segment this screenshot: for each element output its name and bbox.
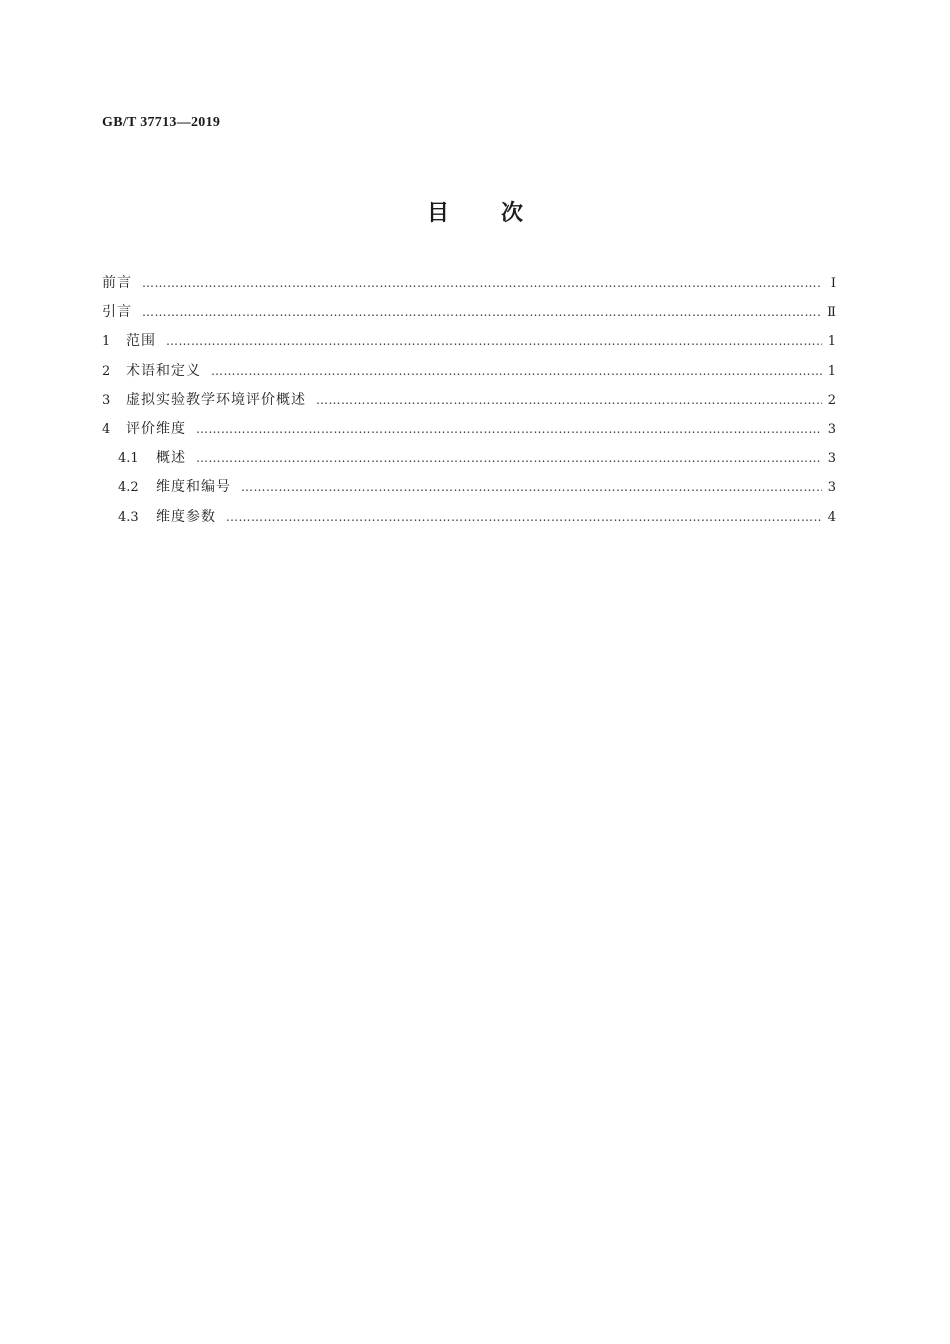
toc-leader-dots xyxy=(166,334,822,348)
toc-entry-page: Ⅰ xyxy=(830,276,836,291)
toc-entry-number: 1 xyxy=(102,334,111,350)
toc-entry-4[interactable] xyxy=(102,418,836,447)
toc-entry-page: 4 xyxy=(827,509,836,525)
toc-entry-4-3[interactable] xyxy=(102,506,836,535)
page-title: 目次 xyxy=(426,201,575,226)
toc-entry-4-2[interactable] xyxy=(102,476,836,505)
toc-leader-dots xyxy=(226,510,822,524)
table-of-contents xyxy=(102,272,836,535)
toc-entry-label: 范围 xyxy=(126,333,156,350)
toc-leader-dots xyxy=(196,422,822,436)
toc-entry-label: 引言 xyxy=(102,304,132,321)
toc-entry-number: 4.2 xyxy=(118,480,139,496)
toc-entry-number: 3 xyxy=(102,392,111,408)
toc-entry-page: 3 xyxy=(827,480,836,496)
toc-entry-page: 1 xyxy=(827,363,836,379)
toc-entry-label: 术语和定义 xyxy=(126,362,201,379)
toc-entry-3[interactable] xyxy=(102,389,836,418)
toc-entry-number: 2 xyxy=(102,363,111,379)
toc-entry-label: 概述 xyxy=(156,450,186,467)
toc-entry-preface[interactable] xyxy=(102,272,836,301)
toc-entry-number: 4.3 xyxy=(118,509,139,525)
toc-entry-1[interactable] xyxy=(102,330,836,359)
toc-entry-number: 4 xyxy=(102,421,111,437)
toc-entry-label: 虚拟实验教学环境评价概述 xyxy=(126,391,306,408)
toc-entry-label: 维度参数 xyxy=(156,508,216,525)
toc-leader-dots xyxy=(142,305,822,319)
standard-number: GB/T 37713—2019 xyxy=(102,115,221,130)
toc-entry-label: 评价维度 xyxy=(126,420,186,437)
toc-entry-label: 维度和编号 xyxy=(156,479,231,496)
toc-entry-page: 2 xyxy=(827,392,836,408)
toc-leader-dots xyxy=(316,393,822,407)
toc-leader-dots xyxy=(196,451,822,465)
toc-entry-page: Ⅱ xyxy=(827,305,836,321)
toc-entry-label: 前言 xyxy=(102,275,132,291)
toc-entry-introduction[interactable] xyxy=(102,301,836,330)
toc-entry-page: 3 xyxy=(827,421,836,437)
toc-entry-4-1[interactable] xyxy=(102,447,836,476)
toc-entry-2[interactable] xyxy=(102,360,836,389)
toc-leader-dots xyxy=(142,276,822,290)
toc-leader-dots xyxy=(241,480,822,494)
toc-entry-page: 1 xyxy=(827,334,836,350)
toc-leader-dots xyxy=(211,364,822,378)
toc-entry-number: 4.1 xyxy=(118,451,139,467)
toc-entry-page: 3 xyxy=(827,451,836,467)
